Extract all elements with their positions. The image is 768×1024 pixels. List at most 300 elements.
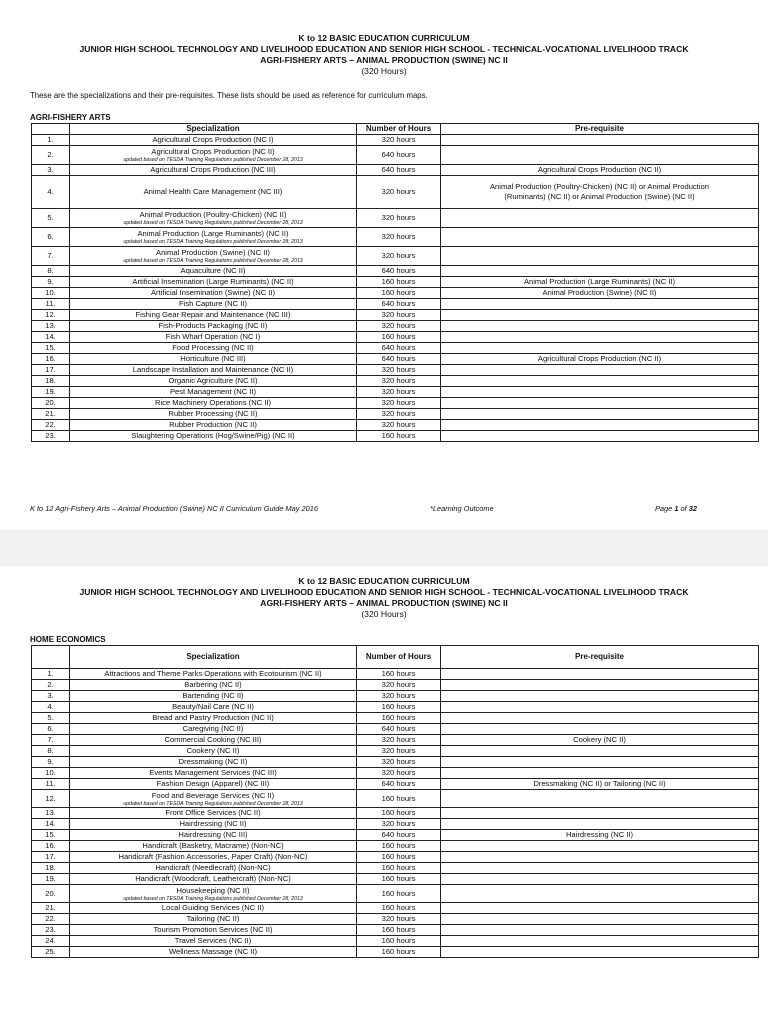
specialization-name: Handicraft (Needlecraft) (Non-NC) [155,863,271,872]
row-hours: 160 hours [357,874,441,885]
table-row [32,735,759,746]
specialization-name: Cookery (NC II) [186,746,240,755]
specialization-name: Tailoring (NC II) [186,914,240,923]
specialization-name: Horticulture (NC III) [180,354,246,363]
row-specialization [70,925,357,936]
row-number: 21. [32,903,70,914]
row-prereq [441,420,759,431]
table-row [32,852,759,863]
section-title-home: HOME ECONOMICS [30,635,106,644]
table-row [32,885,759,903]
row-specialization [70,332,357,343]
row-prereq: Animal Production (Large Ruminants) (NC II) [441,277,759,288]
specialization-name: Agricultural Crops Production (NC II) [151,147,275,156]
header-line-2: JUNIOR HIGH SCHOOL TECHNOLOGY AND LIVELIHOOD EDUCATION AND SENIOR HIGH SCHOOL - TECHNICAL-VOCATIONAL LIVELIHOOD TRACK [79,587,689,597]
row-hours: 320 hours [357,768,441,779]
row-hours: 320 hours [357,209,441,228]
row-specialization [70,885,357,903]
row-prereq: Cookery (NC II) [441,735,759,746]
row-number: 10. [32,288,70,299]
table-row [32,165,759,176]
row-hours: 160 hours [357,852,441,863]
row-hours: 320 hours [357,376,441,387]
row-hours: 320 hours [357,680,441,691]
row-prereq [441,947,759,958]
table-row [32,757,759,768]
row-specialization [70,863,357,874]
row-hours: 320 hours [357,735,441,746]
row-number: 14. [32,819,70,830]
row-prereq [441,746,759,757]
row-prereq [441,135,759,146]
specialization-name: Fish Capture (NC II) [179,299,247,308]
specialization-name: Local Guiding Services (NC II) [161,903,265,912]
footer-page-number [655,504,697,513]
table-row [32,321,759,332]
row-specialization [70,135,357,146]
row-specialization [70,165,357,176]
row-prereq [441,841,759,852]
row-specialization [70,387,357,398]
table-row [32,779,759,790]
row-number: 15. [32,830,70,841]
table-row [32,830,759,841]
row-number: 21. [32,409,70,420]
table-row [32,288,759,299]
header-hours: (320 Hours) [361,66,407,76]
table-row [32,409,759,420]
row-specialization [70,830,357,841]
table-row [32,176,759,209]
row-number: 23. [32,925,70,936]
table-row [32,808,759,819]
row-specialization [70,936,357,947]
header-line-2: JUNIOR HIGH SCHOOL TECHNOLOGY AND LIVELIHOOD EDUCATION AND SENIOR HIGH SCHOOL - TECHNICAL-VOCATIONAL LIVELIHOOD TRACK [79,44,689,54]
row-specialization [70,713,357,724]
specialization-name: Animal Production (Poultry-Chicken) (NC II) [139,210,287,219]
row-number: 10. [32,768,70,779]
row-hours: 320 hours [357,321,441,332]
row-number: 5. [32,209,70,228]
footer-learning-outcome: *Learning Outcome [430,504,494,513]
table-row [32,376,759,387]
table-row [32,310,759,321]
table-row [32,841,759,852]
row-specialization [70,266,357,277]
table-row [32,247,759,266]
row-number: 1. [32,669,70,680]
row-number: 2. [32,146,70,165]
row-hours: 640 hours [357,779,441,790]
row-hours: 160 hours [357,702,441,713]
column-header-hours: Number of Hours [357,646,441,669]
row-hours: 640 hours [357,354,441,365]
row-prereq [441,808,759,819]
row-number: 12. [32,790,70,808]
table-row [32,332,759,343]
specialization-name: Hairdressing (NC II) [179,819,247,828]
row-hours: 160 hours [357,863,441,874]
footer-page-of: of [678,504,689,513]
row-number: 11. [32,299,70,310]
row-number: 9. [32,277,70,288]
row-hours: 640 hours [357,830,441,841]
column-header-number [32,646,70,669]
row-specialization [70,321,357,332]
row-hours: 160 hours [357,790,441,808]
row-hours: 160 hours [357,431,441,442]
row-number: 24. [32,936,70,947]
row-hours: 160 hours [357,947,441,958]
row-prereq: Hairdressing (NC II) [441,830,759,841]
specialization-name: Animal Production (Large Ruminants) (NC II) [137,229,289,238]
row-specialization [70,228,357,247]
specialization-name: Pest Management (NC II) [169,387,257,396]
row-hours: 320 hours [357,757,441,768]
row-specialization [70,288,357,299]
specialization-name: Rice Machinery Operations (NC II) [154,398,272,407]
row-prereq [441,874,759,885]
table-row [32,713,759,724]
table-row [32,863,759,874]
header-hours: (320 Hours) [361,609,407,619]
table-row [32,819,759,830]
specialization-name: Bread and Pastry Production (NC II) [152,713,274,722]
row-specialization [70,409,357,420]
specialization-name: Food Processing (NC II) [172,343,254,352]
column-header-hours: Number of Hours [357,124,441,135]
row-hours: 320 hours [357,387,441,398]
row-specialization [70,398,357,409]
specialization-name: Organic Agriculture (NC II) [168,376,258,385]
specialization-name: Artificial Insemination (Swine) (NC II) [150,288,276,297]
row-hours: 320 hours [357,228,441,247]
specialization-name: Fish-Products Packaging (NC II) [158,321,268,330]
table-row [32,914,759,925]
specialization-name: Artificial Insemination (Large Ruminants) (NC II) [132,277,294,286]
row-hours: 320 hours [357,176,441,209]
column-header-prereq: Pre-requisite [441,646,759,669]
row-number: 16. [32,354,70,365]
specialization-note: updated based on TESDA Training Regulations published December 28, 2013 [123,800,303,807]
row-hours: 320 hours [357,691,441,702]
row-prereq [441,852,759,863]
document-header [0,0,768,77]
row-number: 5. [32,713,70,724]
row-number: 18. [32,376,70,387]
row-hours: 160 hours [357,332,441,343]
row-hours: 320 hours [357,398,441,409]
row-number: 17. [32,365,70,376]
table-row [32,146,759,165]
row-hours: 160 hours [357,808,441,819]
row-prereq [441,310,759,321]
row-number: 12. [32,310,70,321]
table-row [32,420,759,431]
row-specialization [70,808,357,819]
row-specialization [70,669,357,680]
row-hours: 320 hours [357,409,441,420]
row-hours: 640 hours [357,724,441,735]
specialization-name: Beauty/Nail Care (NC II) [172,702,254,711]
column-header-specialization: Specialization [70,124,357,135]
specialization-name: Landscape Installation and Maintenance (NC II) [132,365,294,374]
specialization-name: Front Office Services (NC II) [165,808,261,817]
row-number: 6. [32,724,70,735]
row-number: 22. [32,914,70,925]
specialization-name: Events Management Services (NC III) [149,768,277,777]
table-header-row [32,646,759,669]
row-number: 18. [32,863,70,874]
specialization-name: Fashion Design (Apparel) (NC III) [156,779,270,788]
row-prereq [441,768,759,779]
row-hours: 640 hours [357,266,441,277]
specialization-name: Handicraft (Fashion Accessories, Paper Craft) (Non-NC) [118,852,308,861]
intro-text: These are the specializations and their pre-requisites. These lists should be used as reference for curriculum maps. [30,91,428,100]
table-row [32,702,759,713]
table-row [32,947,759,958]
specialization-name: Hairdressing (NC III) [178,830,248,839]
specialization-note: updated based on TESDA Training Regulations published December 28, 2013 [123,258,303,264]
row-number: 3. [32,165,70,176]
row-number: 15. [32,343,70,354]
row-prereq [441,321,759,332]
row-hours: 320 hours [357,247,441,266]
row-prereq [441,431,759,442]
page-2 [0,566,768,1024]
row-hours: 640 hours [357,299,441,310]
specialization-name: Housekeeping (NC II) [176,885,250,895]
row-specialization [70,790,357,808]
specialization-name: Tourism Promotion Services (NC II) [153,925,273,934]
row-prereq [441,398,759,409]
row-prereq [441,376,759,387]
row-prereq [441,409,759,420]
row-prereq [441,680,759,691]
column-header-prereq: Pre-requisite [441,124,759,135]
row-number: 1. [32,135,70,146]
row-hours: 320 hours [357,310,441,321]
table-row [32,790,759,808]
specialization-name: Aquaculture (NC II) [180,266,246,275]
row-specialization [70,310,357,321]
table-row [32,936,759,947]
row-hours: 160 hours [357,925,441,936]
row-prereq [441,146,759,165]
table-row [32,266,759,277]
footer-guide-title: K to 12 Agri-Fishery Arts – Animal Production (Swine) NC II Curriculum Guide May 2016 [30,504,318,513]
header-line-3: AGRI-FISHERY ARTS – ANIMAL PRODUCTION (SWINE) NC II [260,55,508,65]
column-header-specialization: Specialization [70,646,357,669]
row-specialization [70,691,357,702]
specialization-name: Animal Health Care Management (NC III) [143,187,283,196]
row-number: 7. [32,247,70,266]
table-row [32,343,759,354]
specialization-note: updated based on TESDA Training Regulations published December 28, 2013 [123,239,303,245]
row-specialization [70,247,357,266]
footer-page-current: 1 [674,504,679,513]
row-hours: 160 hours [357,669,441,680]
row-number: 16. [32,841,70,852]
row-prereq [441,343,759,354]
row-prereq [441,936,759,947]
table-header-row [32,124,759,135]
row-number: 17. [32,852,70,863]
table-row [32,925,759,936]
row-specialization [70,947,357,958]
row-specialization [70,724,357,735]
row-prereq [441,702,759,713]
row-specialization [70,376,357,387]
row-hours: 640 hours [357,343,441,354]
row-prereq [441,914,759,925]
row-prereq: Animal Production (Swine) (NC II) [441,288,759,299]
specialization-note: updated based on TESDA Training Regulations published December 28, 2013 [123,895,303,902]
row-specialization [70,914,357,925]
row-hours: 160 hours [357,277,441,288]
header-line-1: K to 12 BASIC EDUCATION CURRICULUM [298,576,470,586]
row-prereq [441,332,759,343]
home-table [31,645,759,958]
row-specialization [70,757,357,768]
specialization-name: Food and Beverage Services (NC II) [151,790,275,800]
row-hours: 640 hours [357,146,441,165]
row-number: 3. [32,691,70,702]
row-number: 6. [32,228,70,247]
row-hours: 320 hours [357,420,441,431]
row-number: 8. [32,266,70,277]
specialization-name: Commercial Cooking (NC III) [164,735,262,744]
specialization-name: Agricultural Crops Production (NC III) [150,165,276,174]
row-specialization [70,431,357,442]
row-specialization [70,819,357,830]
row-specialization [70,852,357,863]
row-number: 23. [32,431,70,442]
row-prereq [441,266,759,277]
row-hours: 160 hours [357,885,441,903]
table-row [32,365,759,376]
specialization-name: Handicraft (Woodcraft, Leathercraft) (Non-NC) [135,874,291,883]
table-row [32,135,759,146]
row-prereq [441,691,759,702]
specialization-name: Handicraft (Basketry, Macrame) (Non-NC) [142,841,284,850]
row-specialization [70,176,357,209]
specialization-name: Fishing Gear Repair and Maintenance (NC III) [135,310,291,319]
table-row [32,903,759,914]
row-number: 25. [32,947,70,958]
specialization-name: Rubber Processing (NC II) [168,409,258,418]
row-prereq: Dressmaking (NC II) or Tailoring (NC II) [441,779,759,790]
row-specialization [70,735,357,746]
row-hours: 160 hours [357,903,441,914]
specialization-note: updated based on TESDA Training Regulations published December 28, 2013 [123,220,303,226]
table-row [32,669,759,680]
row-specialization [70,903,357,914]
row-hours: 160 hours [357,841,441,852]
specialization-name: Barbering (NC II) [184,680,242,689]
row-number: 13. [32,808,70,819]
row-prereq [441,863,759,874]
specialization-name: Slaughtering Operations (Hog/Swine/Pig) (NC II) [131,431,295,440]
row-number: 22. [32,420,70,431]
row-number: 20. [32,885,70,903]
row-specialization [70,354,357,365]
specialization-name: Bartending (NC II) [182,691,244,700]
header-line-3: AGRI-FISHERY ARTS – ANIMAL PRODUCTION (SWINE) NC II [260,598,508,608]
row-hours: 320 hours [357,819,441,830]
row-prereq [441,669,759,680]
row-number: 19. [32,387,70,398]
row-number: 4. [32,176,70,209]
specialization-name: Wellness Massage (NC II) [168,947,258,956]
row-specialization [70,299,357,310]
column-header-number [32,124,70,135]
row-specialization [70,702,357,713]
row-specialization [70,365,357,376]
row-specialization [70,874,357,885]
table-row [32,874,759,885]
row-hours: 160 hours [357,288,441,299]
table-row [32,228,759,247]
row-specialization [70,420,357,431]
page-separator [0,530,768,566]
row-number: 19. [32,874,70,885]
specialization-name: Dressmaking (NC II) [178,757,248,766]
specialization-name: Agricultural Crops Production (NC I) [152,135,274,144]
section-title-agri: AGRI-FISHERY ARTS [30,113,111,122]
row-prereq: Animal Production (Poultry-Chicken) (NC II) or Animal Production (Ruminants) (NC II) or Animal Production (Swine) (NC II) [441,176,759,209]
row-prereq [441,790,759,808]
table-row [32,398,759,409]
row-number: 2. [32,680,70,691]
row-hours: 160 hours [357,713,441,724]
document-header-2 [0,566,768,620]
row-prereq [441,757,759,768]
specialization-note: updated based on TESDA Training Regulations published December 28, 2013 [123,157,303,163]
row-specialization [70,277,357,288]
table-row [32,387,759,398]
row-prereq [441,903,759,914]
specialization-name: Caregiving (NC II) [182,724,244,733]
row-prereq [441,299,759,310]
row-prereq [441,885,759,903]
row-prereq [441,365,759,376]
row-specialization [70,343,357,354]
table-row [32,724,759,735]
row-hours: 160 hours [357,936,441,947]
table-row [32,431,759,442]
row-number: 9. [32,757,70,768]
specialization-name: Attractions and Theme Parks Operations with Ecotourism (NC II) [104,669,322,678]
footer-page-prefix: Page [655,504,675,513]
row-prereq [441,387,759,398]
table-row [32,354,759,365]
table-row [32,768,759,779]
row-specialization [70,768,357,779]
specialization-name: Travel Services (NC II) [174,936,252,945]
row-prereq [441,925,759,936]
row-specialization [70,146,357,165]
row-prereq [441,724,759,735]
row-hours: 640 hours [357,165,441,176]
table-row [32,209,759,228]
row-number: 14. [32,332,70,343]
row-number: 13. [32,321,70,332]
specialization-name: Rubber Production (NC II) [169,420,257,429]
table-row [32,691,759,702]
row-specialization [70,209,357,228]
row-number: 8. [32,746,70,757]
